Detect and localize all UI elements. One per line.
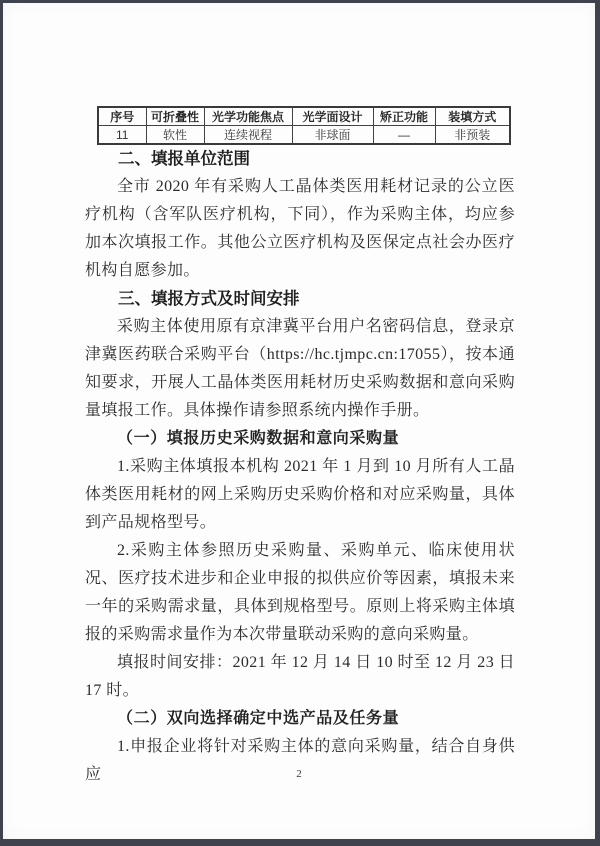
document-content (85, 106, 515, 789)
section-heading-2: 二、填报单位范围 (118, 150, 250, 168)
paragraph-reporting-scope: 全市 2020 年有采购人工晶体类医用耗材记录的公立医疗机构（含军队医疗机构，下同），作为采购主体，均应参加本次填报工作。其他公立医疗机构及医保定点社会办医疗机构自愿参加。 (85, 178, 515, 279)
table-cell-correction: — (373, 126, 435, 145)
table-header-cell: 序号 (98, 107, 146, 126)
paragraph-history-data: 1.采购主体填报本机构 2021 年 1 月到 10 月所有人工晶体类医用耗材的网上采购历史采购价格和对应采购量，具体到产品规格型号。 (85, 458, 515, 531)
table-header-row (98, 107, 510, 126)
table-cell-surface-design: 非球面 (292, 126, 373, 145)
document-page (3, 3, 595, 839)
product-spec-table (97, 106, 511, 145)
table-header-cell: 矫正功能 (373, 107, 435, 126)
subsection-heading-1: （一）填报历史采购数据和意向采购量 (117, 430, 400, 447)
table-cell-foldability: 软性 (146, 126, 204, 145)
table-header-cell: 光学功能焦点 (204, 107, 292, 126)
table-header-cell: 光学面设计 (292, 107, 373, 126)
section-heading-3: 三、填报方式及时间安排 (118, 290, 300, 308)
subsection-heading-2: （二）双向选择确定中选产品及任务量 (117, 710, 400, 727)
page-number: 2 (296, 768, 302, 780)
paragraph-demand-quantity: 2.采购主体参照历史采购量、采购单元、临床使用状况、医疗技术进步和企业申报的拟供应价等因素，填报未来一年的采购需求量，具体到规格型号。原则上将采购主体填报的采购需求量作为本次带量联动采购的意向采购量。 (85, 542, 515, 643)
table-header-cell: 装填方式 (435, 107, 510, 126)
paragraph-platform-login: 采购主体使用原有京津冀平台用户名密码信息，登录京津冀医药联合采购平台（https://hc.tjmpc.cn:17055），按本通知要求，开展人工晶体类医用耗材历史采购数据和意向采购量填报工作。具体操作请参照系统内操作手册。 (85, 318, 515, 419)
paragraph-time-schedule: 填报时间安排：2021 年 12 月 14 日 10 时至 12 月 23 日 17 时。 (85, 654, 515, 699)
table-header-cell: 可折叠性 (146, 107, 204, 126)
table-cell-seq: 11 (98, 126, 146, 145)
table-cell-loading-method: 非预装 (435, 126, 510, 145)
table-row (98, 126, 510, 145)
table-cell-optical-focus: 连续视程 (204, 126, 292, 145)
paragraph-enterprise-declaration: 1.申报企业将针对采购主体的意向采购量，结合自身供应 (85, 738, 515, 783)
